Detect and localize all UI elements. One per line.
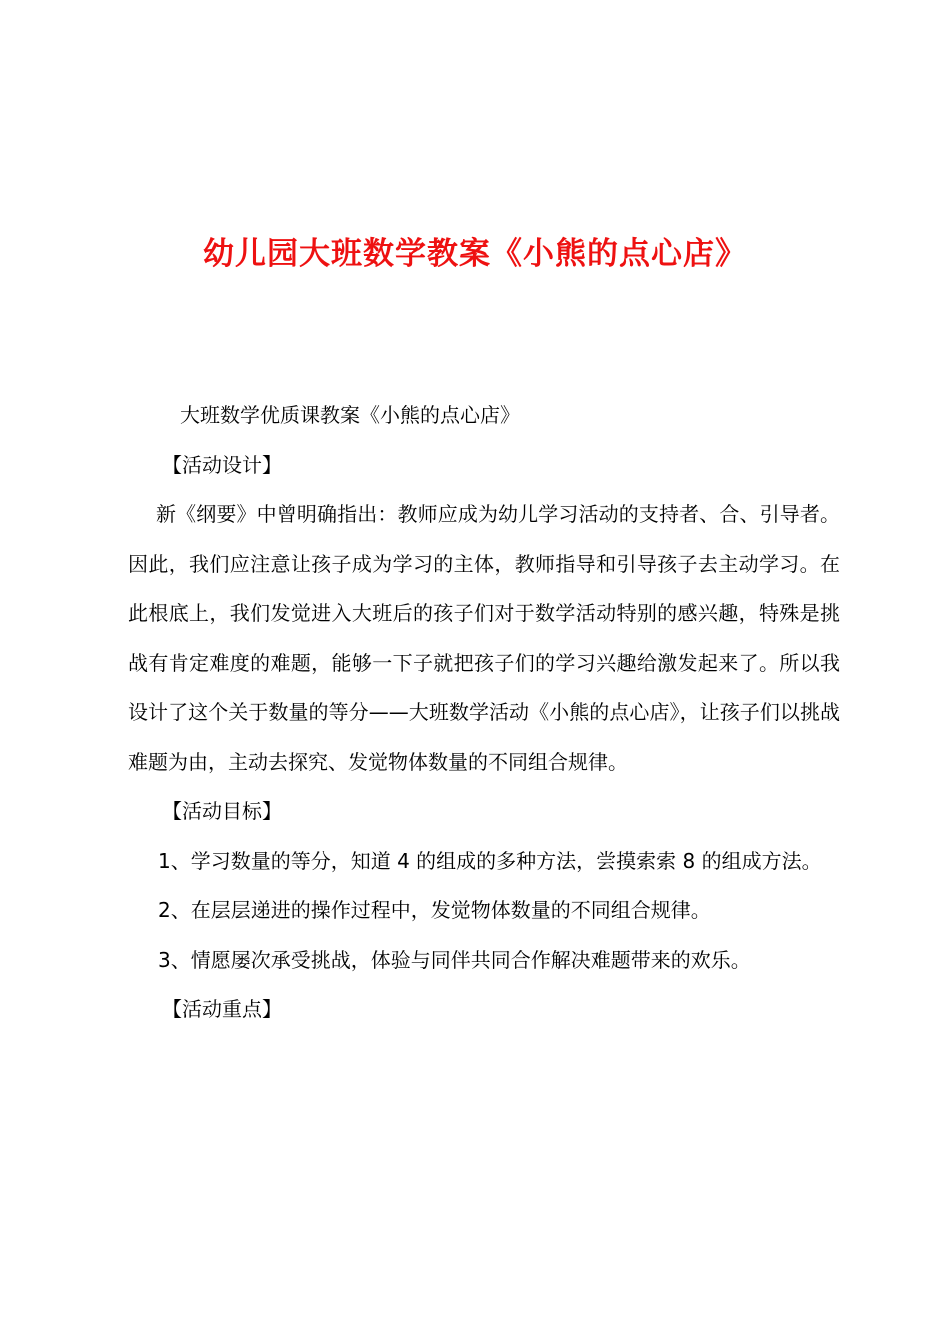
document-title: 幼儿园大班数学教案《小熊的点心店》 — [203, 235, 747, 272]
section-label-design: 【活动设计】 — [162, 452, 282, 477]
section-label-goals: 【活动目标】 — [162, 799, 282, 823]
design-paragraph: 新《纲要》中曾明确指出：教师应成为幼儿学习活动的支持者、合、引导者。因此，我们应注意让孩子成为学习的主体，教师指导和引导孩子去主动学习。在此根底上，我们发觉进入大班后的孩子们对于数学活动特别的感兴趣，特殊是挑战有肯定难度的难题，能够一下子就把孩子们的学习兴趣给激发起来了。所以我设计了这个关于数量的等分——大班数学活动《小熊的点心店》，让孩子们以挑战难题为由，主动去探究、发觉物体数量的不同组合规律。 — [128, 502, 840, 774]
section-label-key-points: 【活动重点】 — [162, 997, 282, 1021]
goal-item-3: 3、情愿屡次承受挑战，体验与同伴共同合作解决难题带来的欢乐。 — [158, 947, 751, 972]
goal-item-1: 1、学习数量的等分，知道 4 的组成的多种方法，尝摸索索 8 的组成方法。 — [158, 848, 822, 873]
goal-item-2: 2、在层层递进的操作过程中，发觉物体数量的不同组合规律。 — [158, 898, 711, 922]
document-subtitle: 大班数学优质课教案《小熊的点心店》 — [180, 403, 520, 427]
document-body — [128, 391, 840, 1035]
